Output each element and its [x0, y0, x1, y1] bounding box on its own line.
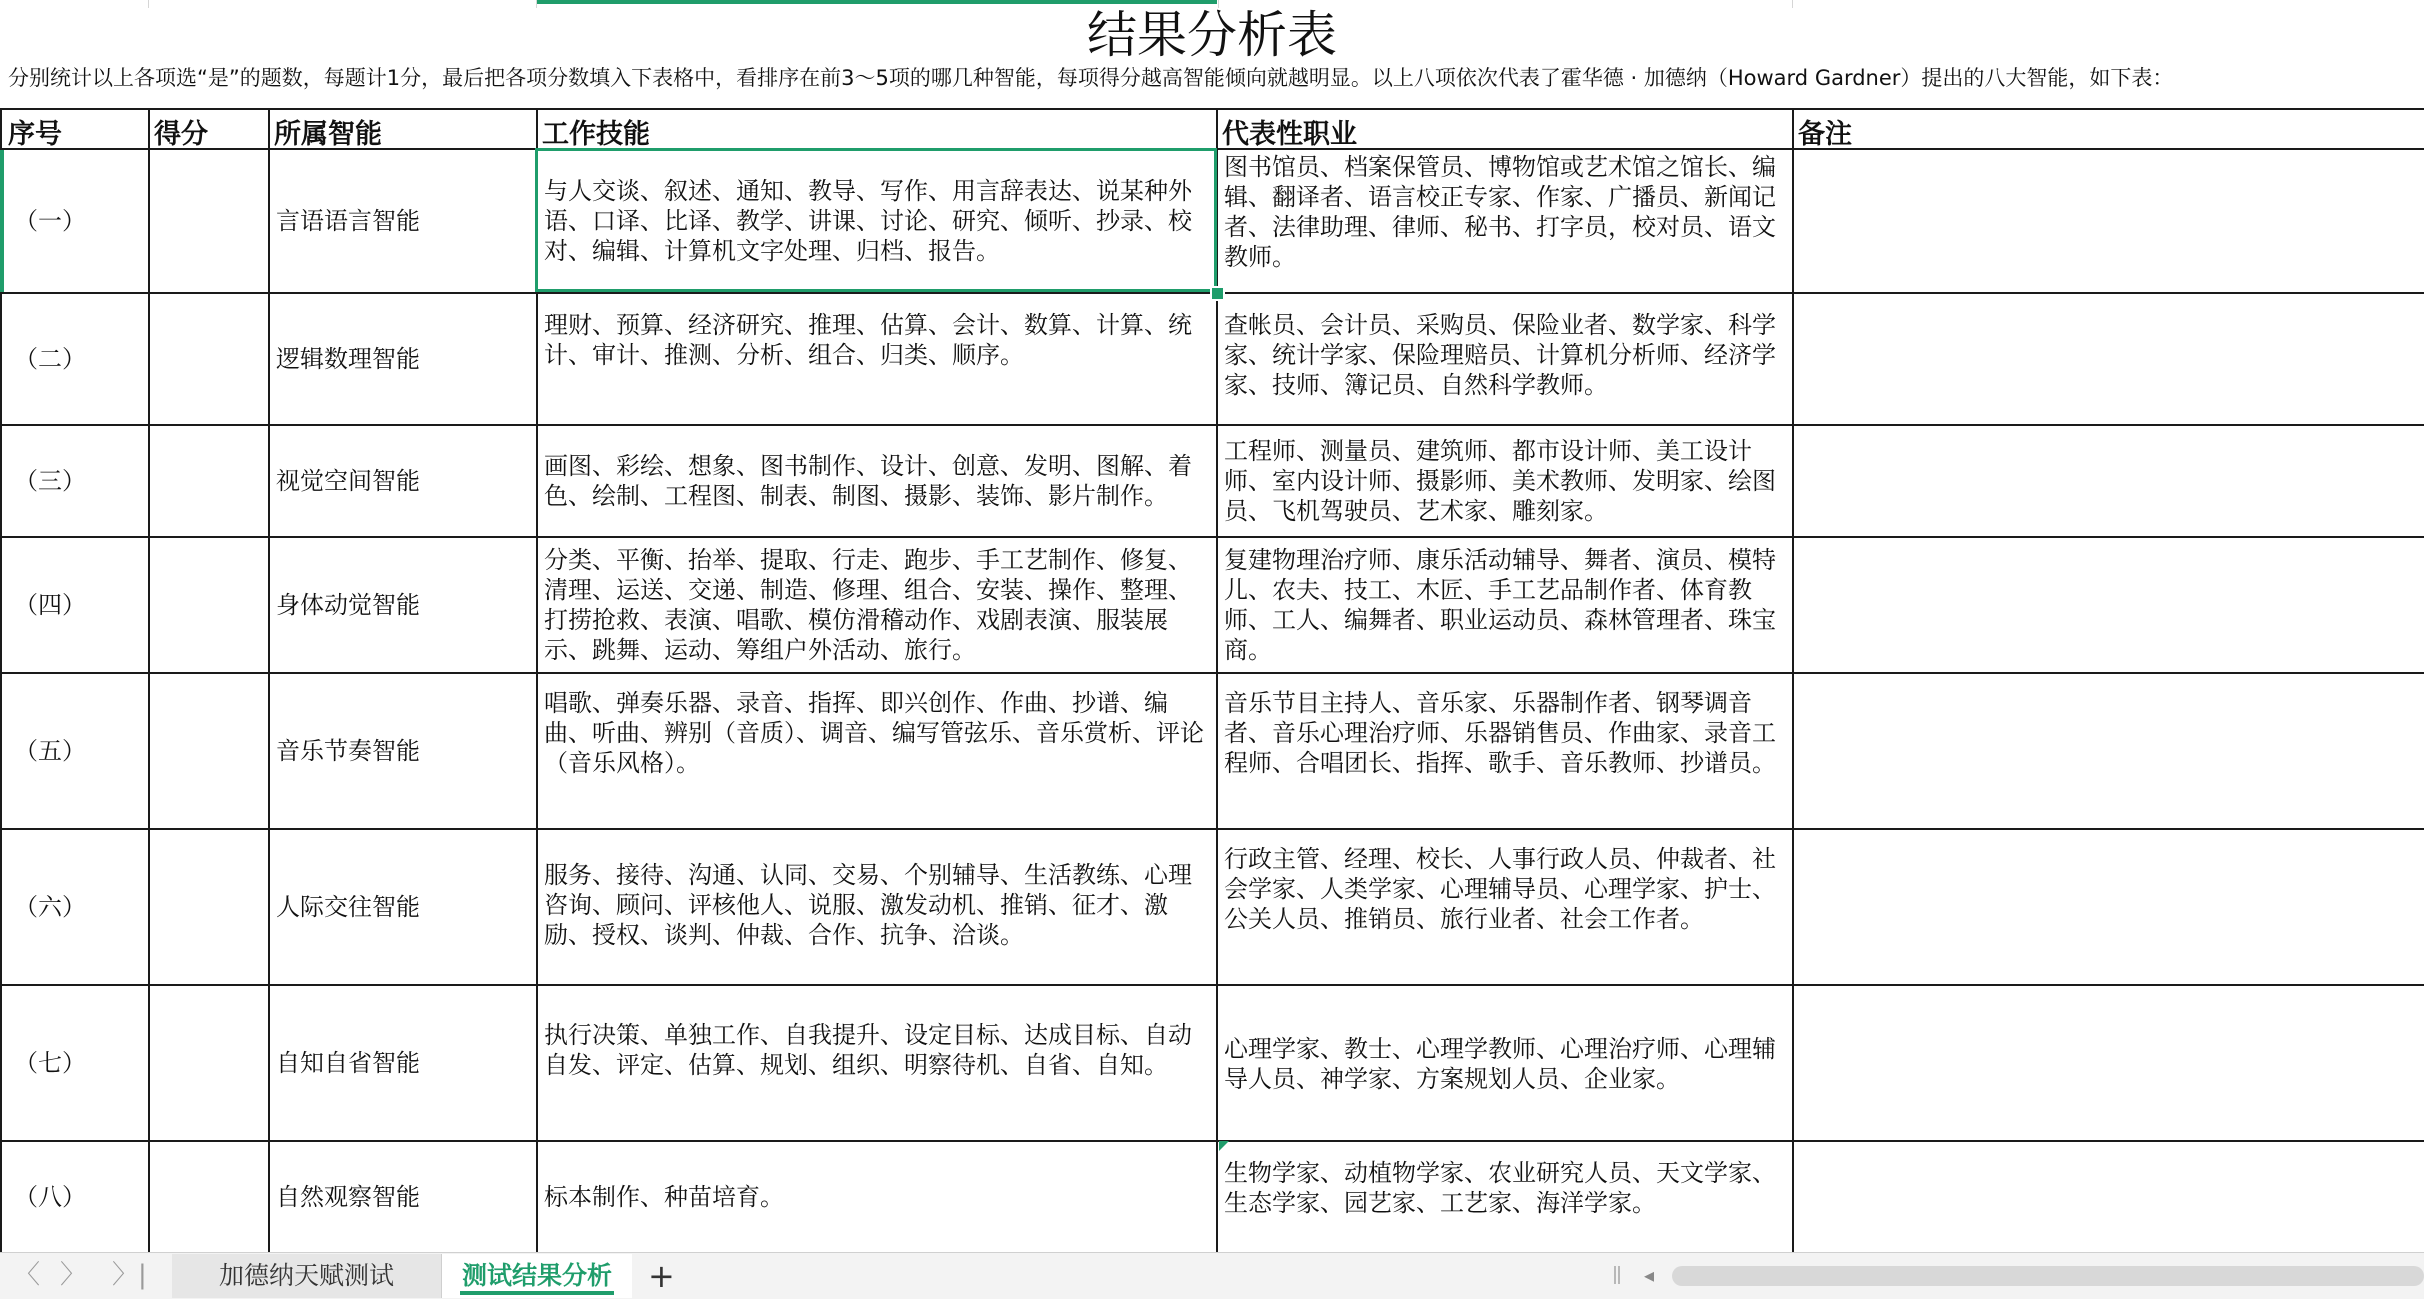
row-careers[interactable]: 心理学家、教士、心理学教师、心理治疗师、心理辅导人员、神学家、方案规划人员、企业家。	[1224, 1035, 1776, 1093]
row-intelligence[interactable]: 逻辑数理智能	[276, 345, 420, 373]
row-skills[interactable]: 执行决策、单独工作、自我提升、设定目标、达成目标、自动自发、评定、估算、规划、组织、明察待机、自省、自知。	[544, 1021, 1192, 1079]
row-intelligence[interactable]: 自知自省智能	[276, 1049, 420, 1077]
active-tab-underline	[460, 1291, 614, 1295]
row-notes[interactable]	[1794, 294, 2422, 424]
intro-text[interactable]: 分别统计以上各项选“是”的题数，每题计1分，最后把各项分数填入下表格中，看排序在前3～5项的哪几种智能，每项得分越高智能倾向就越明显。以上八项依次代表了霍华德 · 加德纳（Howard Gardner）提出的八大智能，如下表：	[8, 66, 2174, 90]
tab-result-analysis[interactable]	[442, 1254, 632, 1298]
row-intelligence[interactable]: 身体动觉智能	[276, 591, 420, 619]
header-score[interactable]: 得分	[154, 119, 208, 150]
row-notes[interactable]	[1794, 426, 2422, 536]
row-score[interactable]	[150, 150, 266, 292]
row-notes[interactable]	[1794, 674, 2422, 828]
row-intelligence[interactable]: 人际交往智能	[276, 893, 420, 921]
row-index[interactable]: （七）	[14, 1049, 86, 1077]
horizontal-scrollbar[interactable]	[1672, 1266, 2424, 1286]
cell-comment-marker	[1219, 1141, 1229, 1151]
row-skills[interactable]: 画图、彩绘、想象、图书制作、设计、创意、发明、图解、着色、绘制、工程图、制表、制图、摄影、装饰、影片制作。	[544, 452, 1192, 510]
row-score[interactable]	[150, 426, 266, 536]
row-index[interactable]: （一）	[14, 207, 86, 235]
row-score[interactable]	[150, 830, 266, 984]
row-intelligence[interactable]: 言语语言智能	[276, 207, 420, 235]
tab-result-analysis-label: 测试结果分析	[461, 1261, 612, 1290]
sheet-title[interactable]: 结果分析表	[1087, 6, 1337, 64]
tab-gardner-test[interactable]: 加德纳天赋测试	[172, 1254, 442, 1298]
first-sheet-arrow-icon[interactable]: 〈	[14, 1260, 41, 1290]
row-index[interactable]: （五）	[14, 737, 86, 765]
row-skills[interactable]: 标本制作、种苗培育。	[544, 1183, 784, 1211]
row-careers[interactable]: 复建物理治疗师、康乐活动辅导、舞者、演员、模特儿、农夫、技工、木匠、手工艺品制作者、体育教师、工人、编舞者、职业运动员、森林管理者、珠宝商。	[1224, 546, 1776, 664]
fill-handle[interactable]	[1210, 286, 1225, 301]
row-skills[interactable]: 分类、平衡、抬举、提取、行走、跑步、手工艺制作、修复、清理、运送、交递、制造、修理、组合、安装、操作、整理、打捞抢救、表演、唱歌、模仿滑稽动作、戏剧表演、服装展示、跳舞、运动、筹组户外活动、旅行。	[544, 546, 1192, 664]
row-score[interactable]	[150, 294, 266, 424]
header-intelligence[interactable]: 所属智能	[274, 119, 382, 150]
row-intelligence[interactable]: 视觉空间智能	[276, 467, 420, 495]
header-careers[interactable]: 代表性职业	[1222, 119, 1357, 150]
row-score[interactable]	[150, 1142, 266, 1252]
split-handle-icon[interactable]	[1614, 1266, 1620, 1284]
row-border	[0, 108, 2424, 110]
row-intelligence[interactable]: 音乐节奏智能	[276, 737, 420, 765]
row-index[interactable]: （三）	[14, 467, 86, 495]
row-careers[interactable]: 生物学家、动植物学家、农业研究人员、天文学家、生态学家、园艺家、工艺家、海洋学家。	[1224, 1159, 1776, 1217]
row-skills[interactable]: 唱歌、弹奏乐器、录音、指挥、即兴创作、作曲、抄谱、编曲、听曲、辨别（音质）、调音、编写管弦乐、音乐赏析、评论（音乐风格）。	[544, 689, 1204, 777]
row-score[interactable]	[150, 674, 266, 828]
row-notes[interactable]	[1794, 538, 2422, 672]
row-notes[interactable]	[1794, 986, 2422, 1140]
row-score[interactable]	[150, 986, 266, 1140]
header-notes[interactable]: 备注	[1798, 119, 1852, 150]
row-intelligence[interactable]: 自然观察智能	[276, 1183, 420, 1211]
row-careers[interactable]: 工程师、测量员、建筑师、都市设计师、美工设计师、室内设计师、摄影师、美术教师、发明家、绘图员、飞机驾驶员、艺术家、雕刻家。	[1224, 437, 1776, 525]
scroll-left-arrow-icon[interactable]: ◂	[1644, 1263, 1655, 1287]
row-score[interactable]	[150, 538, 266, 672]
row-skills[interactable]: 理财、预算、经济研究、推理、估算、会计、数算、计算、统计、审计、推测、分析、组合、归类、顺序。	[544, 311, 1192, 369]
last-sheet-arrow-icon[interactable]: 〉|	[112, 1260, 147, 1290]
row-index[interactable]: （四）	[14, 591, 86, 619]
header-index[interactable]: 序号	[8, 119, 62, 150]
row-skills[interactable]: 服务、接待、沟通、认同、交易、个别辅导、生活教练、心理咨询、顾问、评核他人、说服、激发动机、推销、征才、激励、授权、谈判、仲裁、合作、抗争、洽谈。	[544, 861, 1192, 949]
row-careers[interactable]: 图书馆员、档案保管员、博物馆或艺术馆之馆长、编辑、翻译者、语言校正专家、作家、广播员、新闻记者、法律助理、律师、秘书、打字员，校对员、语文教师。	[1224, 153, 1776, 271]
row-index[interactable]: （二）	[14, 345, 86, 373]
row-careers[interactable]: 查帐员、会计员、采购员、保险业者、数学家、科学家、统计学家、保险理赔员、计算机分析师、经济学家、技师、簿记员、自然科学教师。	[1224, 311, 1776, 399]
row-index[interactable]: （六）	[14, 893, 86, 921]
row-careers[interactable]: 行政主管、经理、校长、人事行政人员、仲裁者、社会学家、人类学家、心理辅导员、心理学家、护士、公关人员、推销员、旅行业者、社会工作者。	[1224, 845, 1776, 933]
row-careers[interactable]: 音乐节目主持人、音乐家、乐器制作者、钢琴调音者、音乐心理治疗师、乐器销售员、作曲家、录音工程师、合唱团长、指挥、歌手、音乐教师、抄谱员。	[1224, 689, 1776, 777]
next-sheet-arrow-icon[interactable]: 〉	[60, 1260, 87, 1290]
header-skills[interactable]: 工作技能	[542, 119, 650, 150]
row-notes[interactable]	[1794, 1142, 2422, 1252]
row-notes[interactable]	[1794, 150, 2422, 292]
row-index[interactable]: （八）	[14, 1183, 86, 1211]
col-border	[268, 108, 270, 1252]
row-skills[interactable]: 与人交谈、叙述、通知、教导、写作、用言辞表达、说某种外语、口译、比译、教学、讲课、讨论、研究、倾听、抄录、校对、编辑、计算机文字处理、归档、报告。	[544, 177, 1192, 265]
row-notes[interactable]	[1794, 830, 2422, 984]
add-sheet-button[interactable]: +	[648, 1257, 675, 1295]
row-selection-indicator	[0, 150, 4, 292]
